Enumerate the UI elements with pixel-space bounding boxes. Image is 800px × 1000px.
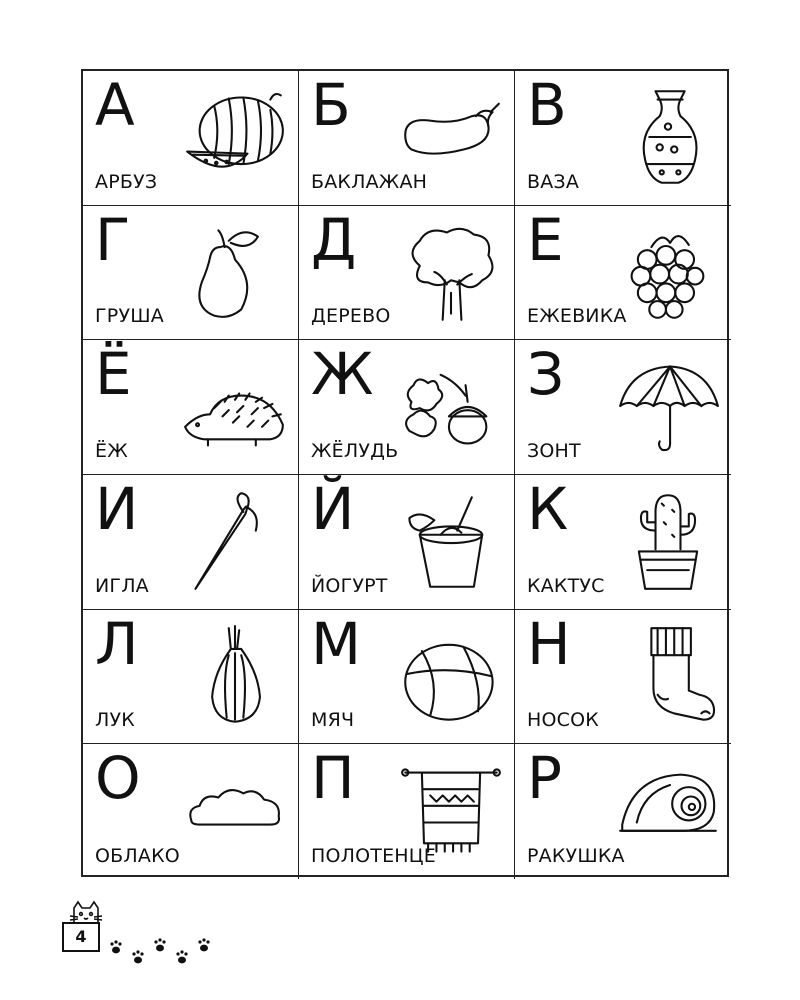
alphabet-card	[299, 744, 515, 879]
vase-icon	[615, 85, 721, 189]
card-letter: П	[311, 744, 355, 813]
alphabet-card	[515, 475, 731, 610]
card-word: ЛУК	[95, 709, 135, 732]
paw-prints-icon	[108, 934, 218, 968]
onion-icon	[182, 624, 288, 728]
hedgehog-icon	[182, 354, 288, 458]
card-word: ЕЖЕВИКА	[527, 305, 627, 328]
pear-icon	[182, 220, 288, 324]
card-word: ПОЛОТЕНЦЕ	[311, 844, 436, 867]
page-footer	[62, 900, 262, 980]
alphabet-card	[299, 475, 515, 610]
sock-icon	[615, 624, 721, 728]
alphabet-card	[83, 71, 299, 206]
alphabet-card	[83, 340, 299, 475]
alphabet-card	[299, 610, 515, 745]
seashell-icon	[615, 758, 721, 862]
card-letter: Й	[311, 474, 355, 543]
yogurt-icon	[398, 489, 504, 593]
alphabet-card	[299, 340, 515, 475]
card-letter: Г	[95, 205, 131, 274]
watermelon-icon	[182, 85, 288, 189]
card-letter: К	[527, 474, 569, 543]
card-word: ЗОНТ	[527, 439, 581, 462]
alphabet-card	[515, 610, 731, 745]
alphabet-card	[83, 610, 299, 745]
ball-icon	[398, 624, 504, 728]
acorn-icon	[398, 354, 504, 458]
card-word: ГРУША	[95, 305, 164, 328]
card-letter: И	[95, 474, 139, 543]
alphabet-card	[299, 206, 515, 341]
card-word: НОСОК	[527, 709, 599, 732]
blackberry-icon	[615, 220, 721, 324]
card-letter: Н	[527, 609, 571, 678]
card-letter: А	[95, 71, 135, 139]
cactus-icon	[615, 489, 721, 593]
card-letter: Ё	[95, 340, 132, 409]
alphabet-card	[515, 340, 731, 475]
card-word: КАКТУС	[527, 574, 605, 597]
card-word: ДЕРЕВО	[311, 305, 391, 328]
cloud-icon	[182, 758, 288, 862]
alphabet-card	[83, 744, 299, 879]
card-word: ВАЗА	[527, 170, 580, 193]
card-letter: Р	[527, 744, 562, 813]
card-letter: Д	[311, 205, 357, 274]
card-letter: Е	[527, 205, 564, 274]
alphabet-card	[515, 206, 731, 341]
towel-icon	[398, 758, 504, 862]
card-letter: М	[311, 609, 362, 678]
card-word: БАКЛАЖАН	[311, 170, 428, 193]
card-word: РАКУШКА	[527, 844, 625, 867]
tree-icon	[398, 220, 504, 324]
card-word: МЯЧ	[311, 709, 355, 732]
card-word: ЁЖ	[95, 439, 128, 462]
card-letter: О	[95, 744, 141, 813]
card-letter: З	[527, 340, 565, 409]
card-word: ИГЛА	[95, 574, 149, 597]
card-letter: Ж	[311, 340, 374, 409]
card-word: ЖЁЛУДЬ	[311, 439, 399, 462]
alphabet-card	[515, 71, 731, 206]
card-word: ОБЛАКО	[95, 844, 180, 867]
card-letter: В	[527, 71, 567, 139]
card-word: ЙОГУРТ	[311, 574, 388, 597]
card-word: АРБУЗ	[95, 170, 158, 193]
eggplant-icon	[398, 85, 504, 189]
needle-icon	[182, 489, 288, 593]
alphabet-card	[83, 206, 299, 341]
page-number: 4	[62, 922, 100, 952]
umbrella-icon	[615, 354, 721, 458]
alphabet-grid	[81, 69, 729, 877]
alphabet-card	[83, 475, 299, 610]
card-letter: Б	[311, 71, 351, 139]
card-letter: Л	[95, 609, 139, 678]
alphabet-card	[515, 744, 731, 879]
alphabet-card	[299, 71, 515, 206]
